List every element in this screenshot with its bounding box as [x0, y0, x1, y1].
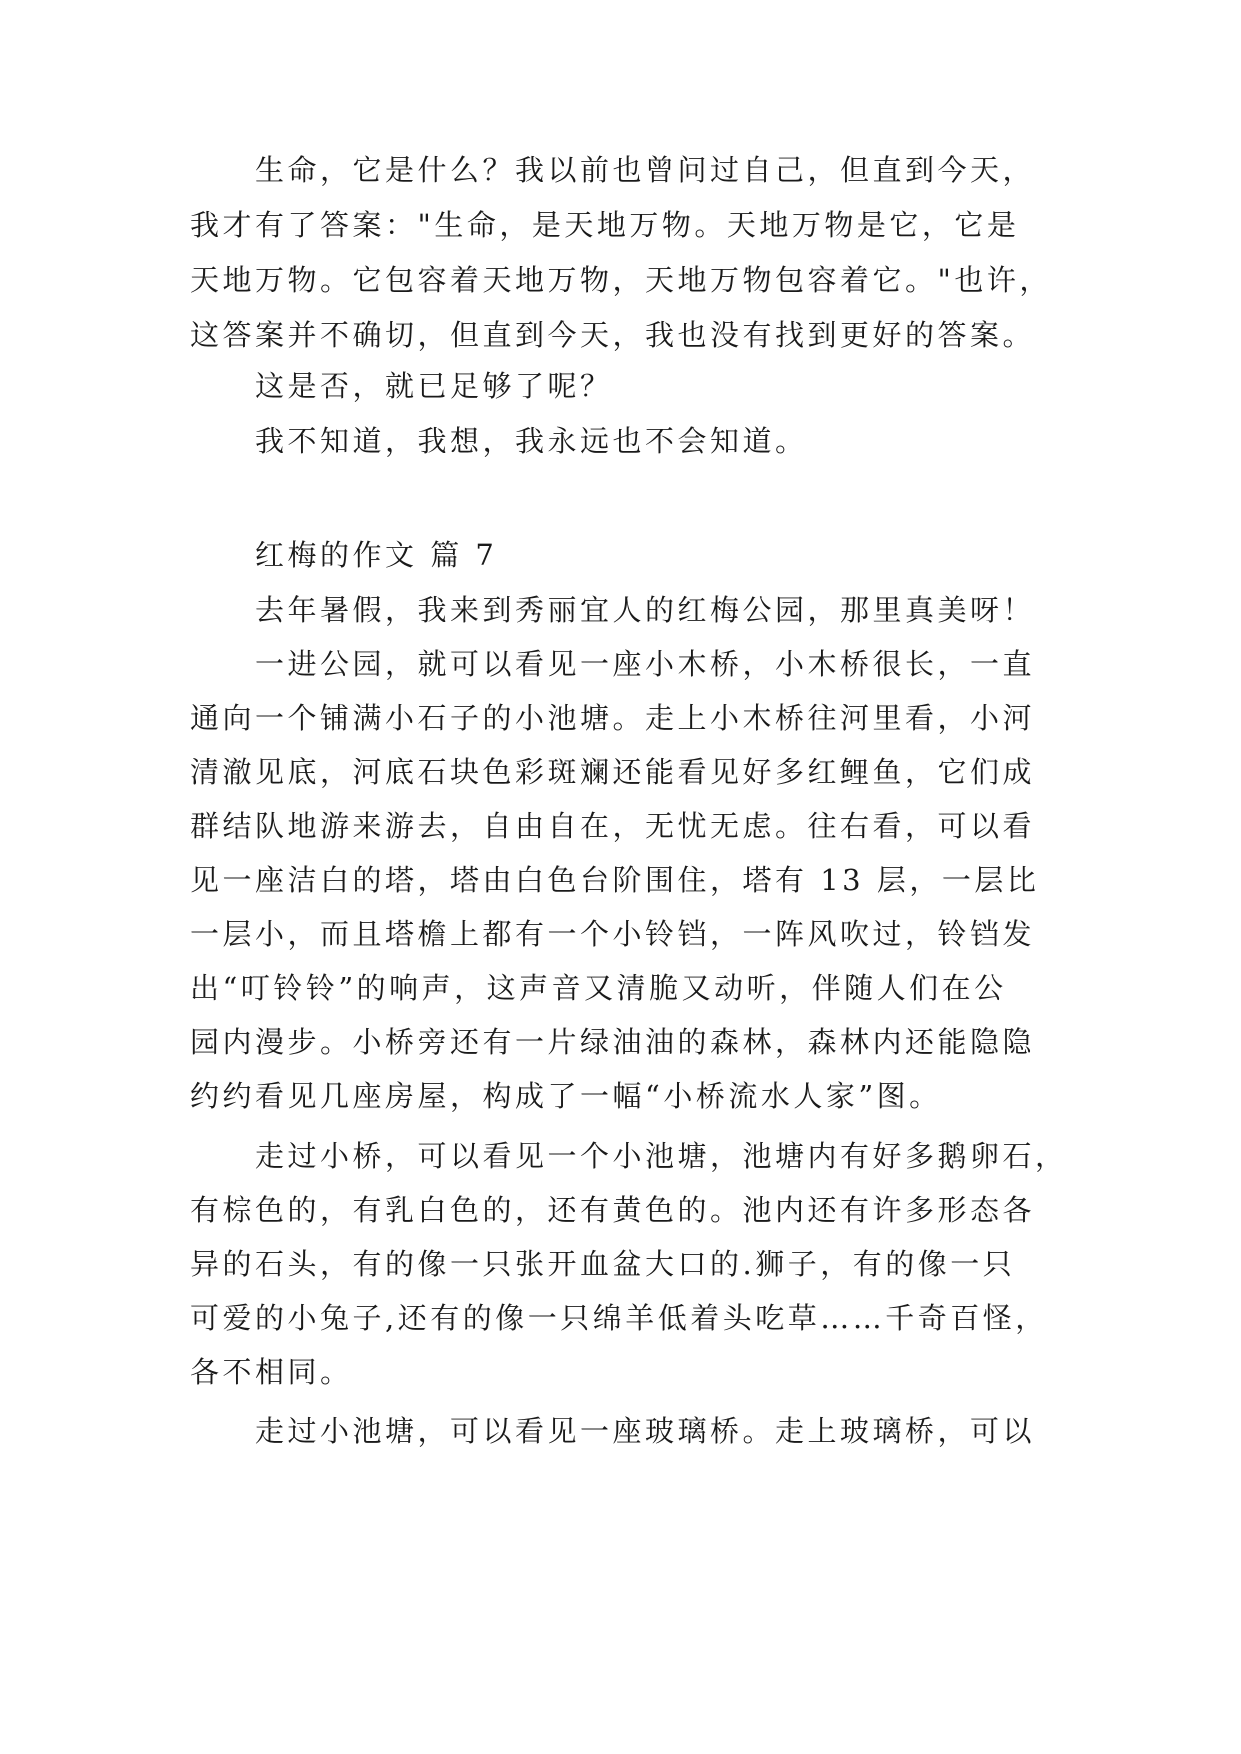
- section-heading: 红梅的作文 篇 7: [255, 538, 498, 572]
- paragraph-line: 各不相同。: [190, 1355, 353, 1389]
- paragraph-line: 这是否，就已足够了呢？: [255, 369, 613, 403]
- paragraph-line: 群结队地游来游去，自由自在，无忧无虑。往右看，可以看: [190, 809, 1036, 843]
- paragraph-line: 约约看见几座房屋，构成了一幅“小桥流水人家”图。: [190, 1079, 942, 1113]
- paragraph-line: 出“叮铃铃”的响声，这声音又清脆又动听，伴随人们在公: [190, 971, 1007, 1005]
- paragraph-line: 走过小池塘，可以看见一座玻璃桥。走上玻璃桥，可以: [255, 1414, 1036, 1448]
- paragraph-line: 生命，它是什么？我以前也曾问过自己，但直到今天，: [255, 153, 1036, 187]
- paragraph-line: 去年暑假，我来到秀丽宜人的红梅公园，那里真美呀！: [255, 593, 1036, 627]
- paragraph-line: 清澈见底，河底石块色彩斑斓还能看见好多红鲤鱼，它们成: [190, 755, 1036, 789]
- paragraph-line: 通向一个铺满小石子的小池塘。走上小木桥往河里看，小河: [190, 701, 1036, 735]
- paragraph-line: 这答案并不确切，但直到今天，我也没有找到更好的答案。: [190, 318, 1036, 352]
- paragraph-line: 天地万物。它包容着天地万物，天地万物包容着它。"也许，: [190, 263, 1052, 297]
- paragraph-line: 异的石头，有的像一只张开血盆大口的.狮子，有的像一只: [190, 1247, 1016, 1281]
- paragraph-line: 有棕色的，有乳白色的，还有黄色的。池内还有许多形态各: [190, 1193, 1036, 1227]
- paragraph-line: 我才有了答案："生命，是天地万物。天地万物是它，它是: [190, 208, 1020, 242]
- paragraph-line: 园内漫步。小桥旁还有一片绿油油的森林，森林内还能隐隐: [190, 1025, 1036, 1059]
- paragraph-line: 可爱的小兔子,还有的像一只绵羊低着头吃草……千奇百怪，: [190, 1301, 1048, 1335]
- paragraph-line: 一层小，而且塔檐上都有一个小铃铛，一阵风吹过，铃铛发: [190, 917, 1036, 951]
- paragraph-line: 走过小桥，可以看见一个小池塘，池塘内有好多鹅卵石，: [255, 1139, 1068, 1173]
- paragraph-line: 见一座洁白的塔，塔由白色台阶围住，塔有 13 层，一层比: [190, 863, 1040, 897]
- paragraph-line: 一进公园，就可以看见一座小木桥，小木桥很长，一直: [255, 647, 1036, 681]
- paragraph-line: 我不知道，我想，我永远也不会知道。: [255, 424, 808, 458]
